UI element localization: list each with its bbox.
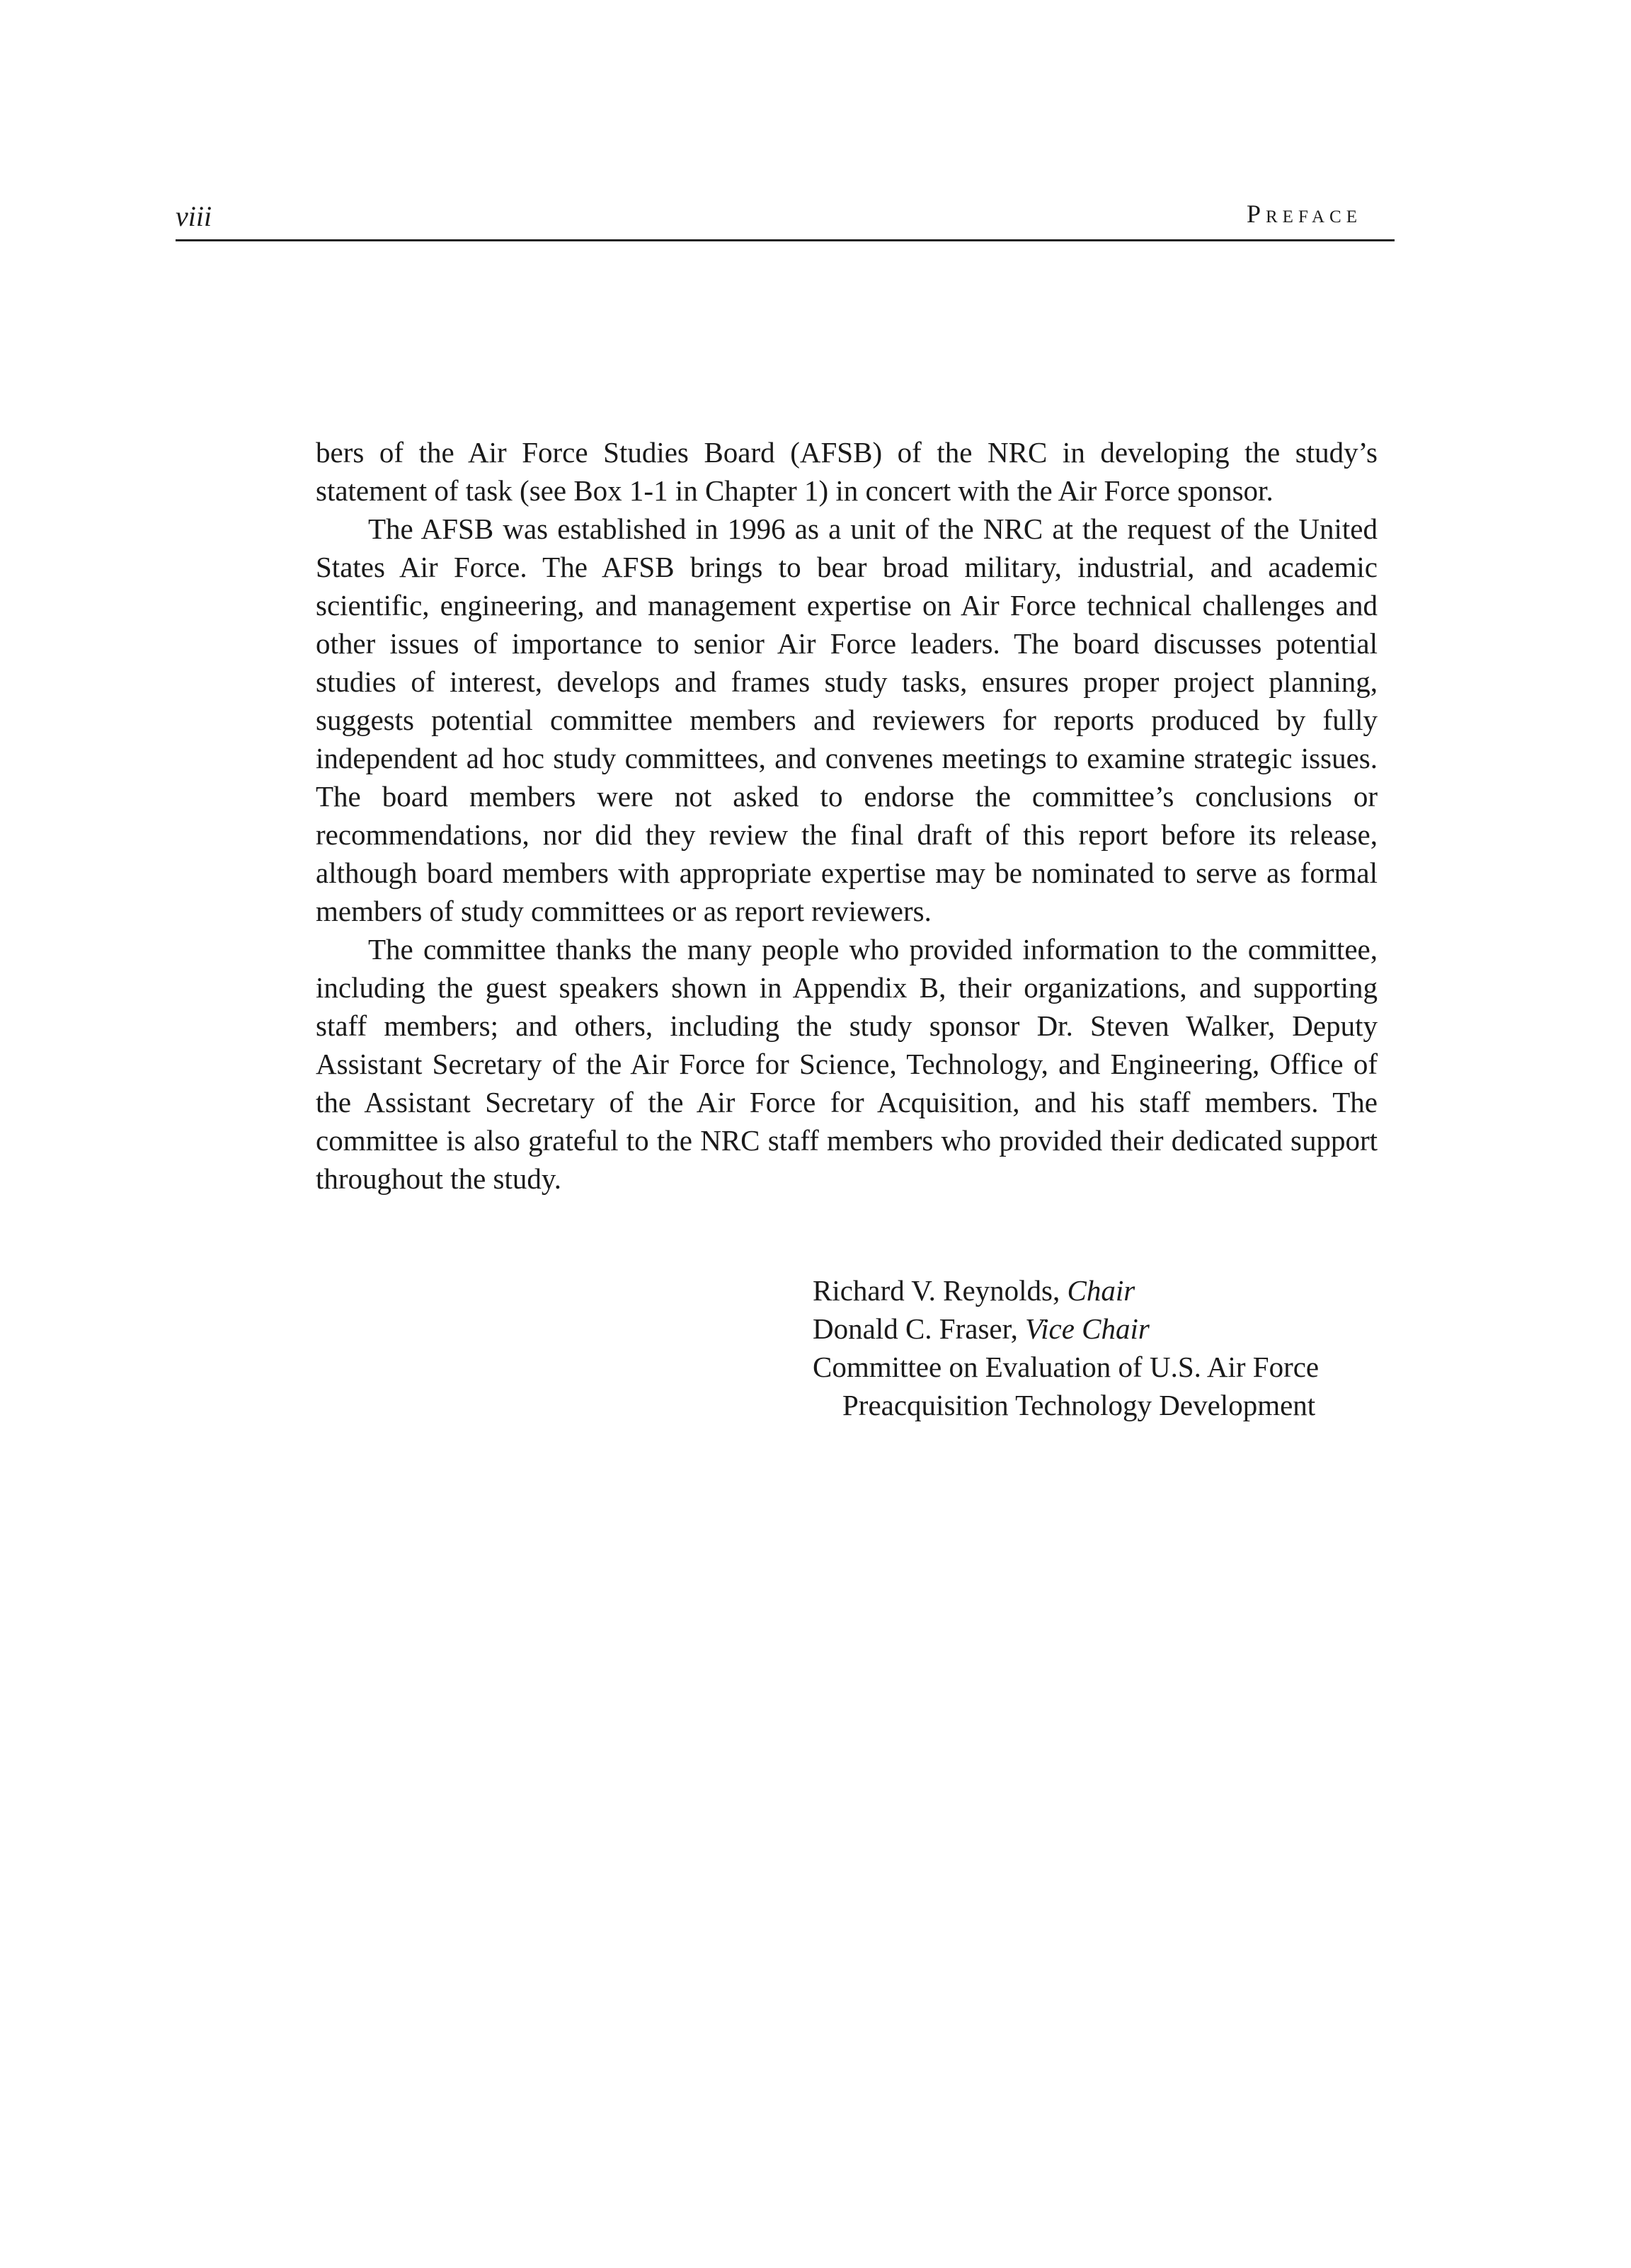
- section-title: Preface: [1246, 200, 1362, 228]
- chair-name: Richard V. Reynolds,: [813, 1274, 1068, 1307]
- signature-vice-chair: [813, 1310, 1319, 1348]
- preface-body: [316, 433, 1378, 1198]
- running-head: [176, 190, 1373, 241]
- signature-chair: [813, 1271, 1319, 1310]
- header-rule: [176, 239, 1395, 241]
- signature-block: [813, 1271, 1319, 1424]
- page-number: viii: [176, 200, 212, 232]
- paragraph-continued: bers of the Air Force Studies Board (AFSB) of the NRC in developing the study’s statement of task (see Box 1-1 in Chapter 1) in concert with the Air Force sponsor.: [316, 436, 1378, 507]
- vice-chair-name: Donald C. Fraser,: [813, 1312, 1026, 1345]
- committee-name-line-1: Committee on Evaluation of U.S. Air Force: [813, 1351, 1320, 1383]
- chair-title: Chair: [1067, 1274, 1135, 1307]
- paragraph-acknowledgments: The committee thanks the many people who provided information to the committee, including the guest speakers shown in Appendix B, their organizations, and supporting staff members; and others, including the study sponsor Dr. Steven Walker, Deputy Assistant Secretary of the Air Force for Science, Technology, and Engineering, Office of the Assistant Secretary of the Air Force for Acquisition, and his staff members. The committee is also grateful to the NRC staff members who provided their dedicated support throughout the study.: [316, 933, 1378, 1195]
- committee-name-line-2: Preacquisition Technology Development: [842, 1389, 1316, 1421]
- vice-chair-title: Vice Chair: [1025, 1312, 1150, 1345]
- paragraph-afsb: The AFSB was established in 1996 as a unit of the NRC at the request of the United States Air Force. The AFSB brings to bear broad military, industrial, and academic scientific, engineering, and management expertise on Air Force technical challenges and other issues of importance to senior Air Force leaders. The board discusses potential studies of interest, develops and frames study tasks, ensures proper project planning, suggests potential committee members and reviewers for reports produced by fully independent ad hoc study committees, and convenes meetings to examine strategic issues. The board members were not asked to endorse the committee’s conclusions or recommendations, nor did they review the final draft of this report before its release, although board members with appropriate expertise may be nominated to serve as formal members of study committees or as report reviewers.: [316, 512, 1378, 927]
